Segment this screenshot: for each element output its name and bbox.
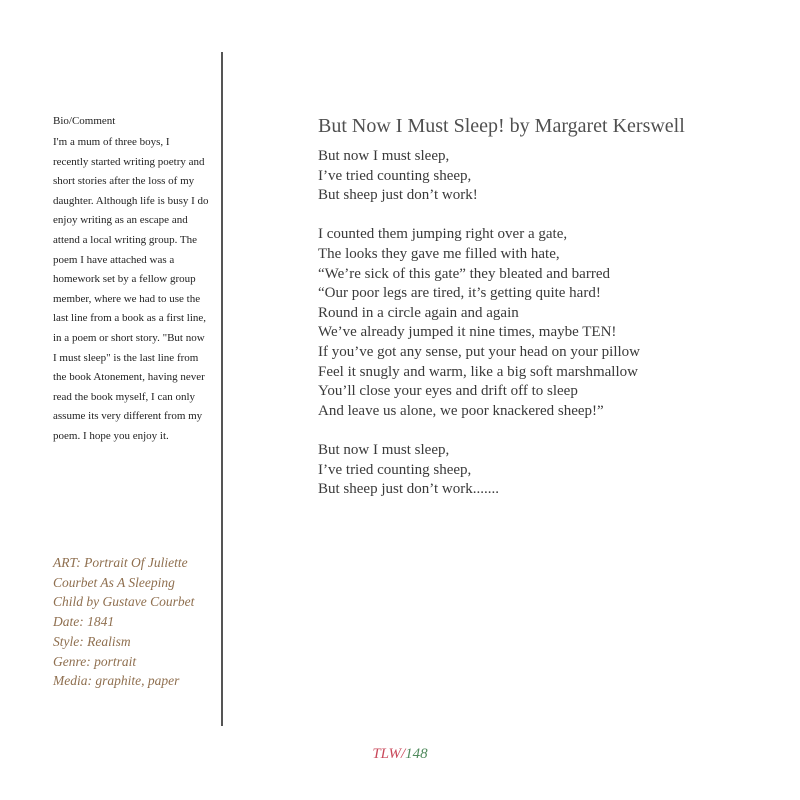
poem-line: But now I must sleep, [318, 441, 450, 458]
art-credit-style: Style: Realism [53, 633, 131, 649]
art-credit-title: Child by Gustave Courbet [53, 594, 195, 610]
art-credit-genre: Genre: portrait [53, 653, 137, 669]
art-credit-date: Date: 1841 [53, 614, 115, 630]
poem-body [318, 147, 640, 500]
poem-line: But sheep just don’t work....... [318, 481, 499, 498]
poem-line: I’ve tried counting sheep, [318, 167, 472, 184]
poem-line: If you’ve got any sense, put your head on your pillow [318, 343, 641, 360]
poem-line: I’ve tried counting sheep, [318, 461, 472, 478]
poem-line: You’ll close your eyes and drift off to sleep [318, 383, 578, 400]
bio-line: I'm a mum of three boys, I [53, 136, 170, 148]
poem-line: But now I must sleep, [318, 148, 450, 164]
bio-heading: Bio/Comment [53, 115, 116, 127]
bio-line: read the book myself, I can only [53, 390, 196, 403]
poem-line: The looks they gave me filled with hate, [318, 245, 560, 262]
stanza [318, 147, 640, 206]
bio-line: daughter. Although life is busy I do [53, 194, 209, 207]
bio-line: poem. I hope you enjoy it. [53, 429, 169, 442]
stanza [318, 225, 640, 421]
magazine-abbreviation: TLW/ [372, 746, 406, 762]
bio-text [53, 133, 219, 447]
bio-line: enjoy writing as an escape and [53, 214, 188, 227]
poem-line: Feel it snugly and warm, like a big soft marshmallow [318, 363, 638, 380]
stanza [318, 441, 640, 500]
poem-line: And leave us alone, we poor knackered sheep!” [318, 402, 604, 419]
poem-line: Round in a circle again and again [318, 304, 519, 321]
poem-line: I counted them jumping right over a gate, [318, 226, 568, 243]
art-credit-title: Courbet As A Sleeping [53, 574, 175, 590]
bio-line: last line from a book as a first line, [53, 312, 207, 325]
bio-line: homework set by a fellow group [53, 273, 196, 286]
bio-line: member, where we had to use the [53, 292, 201, 305]
bio-line: assume its very different from my [53, 410, 203, 423]
page-footer [0, 744, 800, 764]
bio-line: attend a local writing group. The [53, 233, 197, 246]
poem-line: “Our poor legs are tired, it’s getting quite hard! [318, 285, 601, 302]
art-credit-media: Media: graphite, paper [53, 673, 180, 689]
bio-line: poem I have attached was a [53, 253, 175, 266]
bio-line: the book Atonement, having never [53, 371, 205, 384]
poem-line: We’ve already jumped it nine times, maybe TEN! [318, 324, 617, 341]
bio-line: short stories after the loss of my [53, 175, 195, 188]
column-divider [221, 52, 223, 726]
bio-line: in a poem or short story. "But now [53, 331, 205, 344]
poem-line: “We’re sick of this gate” they bleated and barred [318, 265, 610, 282]
bio-line: recently started writing poetry and [53, 155, 205, 168]
poem-title: But Now I Must Sleep! by Margaret Kerswell [318, 115, 685, 137]
page-number: 148 [405, 746, 428, 762]
art-credit-title: ART: Portrait Of Juliette [53, 555, 188, 570]
poem-line: But sheep just don’t work! [318, 187, 478, 204]
art-credit [53, 553, 219, 691]
bio-line: I must sleep" is the last line from [53, 351, 199, 364]
